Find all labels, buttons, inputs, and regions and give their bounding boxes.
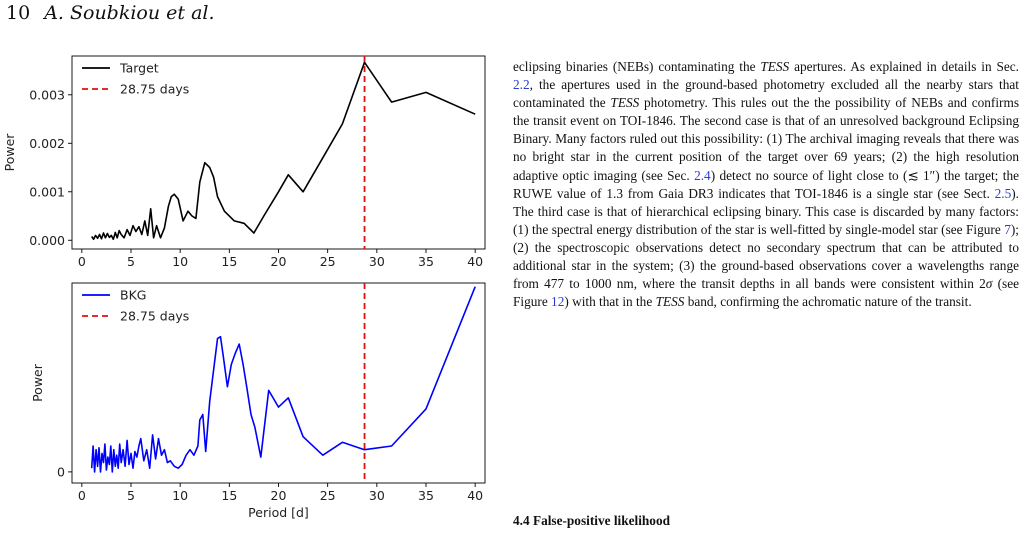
- y-axis-label: Power: [2, 133, 17, 172]
- y-axis-label: Power: [30, 364, 45, 402]
- text-run: ) with that in the: [564, 294, 656, 310]
- x-tick-label: 35: [418, 254, 434, 269]
- x-tick-label: 25: [319, 488, 336, 503]
- page-header: [6, 2, 215, 24]
- x-tick-label: 0: [77, 488, 86, 503]
- x-tick-label: 30: [368, 254, 385, 269]
- text-run: ). The third case is that of hierarchical eclipsing binary. This case is discarded by many factors: (1) the spectral energy distribution of the star is well-fitted by single-model star (see Figure: [513, 185, 1019, 237]
- italic-text: TESS: [760, 59, 790, 74]
- italic-text: σ: [985, 276, 993, 292]
- cross-reference-link[interactable]: 2.5: [994, 185, 1012, 201]
- x-tick-label: 15: [221, 488, 238, 503]
- x-tick-label: 30: [368, 488, 385, 503]
- y-tick-label: 0: [57, 464, 65, 480]
- text-run: ) detect no source of light close to (≲ 1″) the target; the RUWE value of 1.3 from Gaia DR3 indicates that TOI-1846 is a single star (see Sect.: [513, 167, 1019, 201]
- x-tick-label: 40: [467, 254, 484, 269]
- section-heading: 4.4 False-positive likelihood: [513, 513, 670, 528]
- periodogram-figure: [0, 48, 500, 524]
- legend-label: BKG: [120, 287, 147, 303]
- x-tick-label: 40: [467, 488, 484, 503]
- running-authors: A. Soubkiou et al.: [44, 2, 215, 24]
- x-tick-label: 15: [221, 254, 238, 269]
- x-tick-label: 5: [127, 254, 135, 269]
- legend-label: 28.75 days: [120, 308, 190, 324]
- text-run: photometry. This rules out the the possibility of NEBs and confirms the transit event on TOI-1846. The second case is that of an unresolved background Eclipsing Binary. Many factors ruled out this possibility: (1) The archival imaging reveals that there was no bright star in the current position of the target over 69 years; (2) the high resolution adaptive optic imaging (see Sec.: [513, 95, 1019, 183]
- cross-reference-link[interactable]: 2.2: [513, 77, 530, 93]
- cross-reference-link[interactable]: 12: [551, 294, 565, 310]
- x-tick-label: 10: [172, 488, 189, 503]
- text-run: eclipsing binaries (NEBs) contaminating the: [513, 59, 761, 74]
- text-run: ); (2) the spectroscopic observations detect no secondary spectrum that can be attributed to additional star in the system; (3) the ground-based observations cover a wavelengths range from 477 to 1000 nm, where the transit depths in all bands were consistent within 2: [513, 221, 1019, 292]
- x-tick-label: 35: [418, 488, 434, 503]
- legend-label: Target: [120, 60, 159, 76]
- y-tick-label: 0.001: [29, 184, 65, 200]
- y-tick-label: 0.003: [29, 87, 65, 103]
- cross-reference-link[interactable]: 2.4: [694, 167, 711, 183]
- text-run: apertures. As explained in details in Sec.: [789, 59, 1019, 74]
- legend-label: 28.75 days: [120, 81, 190, 97]
- x-axis-label: Period [d]: [248, 505, 309, 520]
- x-tick-label: 25: [319, 254, 336, 269]
- x-tick-label: 0: [77, 254, 86, 269]
- y-tick-label: 0.000: [29, 232, 65, 248]
- body-paragraph: [513, 58, 1019, 311]
- cross-reference-link[interactable]: 7: [1004, 221, 1011, 237]
- italic-text: TESS: [610, 95, 640, 111]
- text-run: , the apertures used in the ground-based photometry excluded all the nearby stars that contaminated the: [513, 77, 1019, 111]
- text-run: band, confirming the achromatic nature of the transit.: [684, 294, 972, 310]
- text-run: (see Figure: [513, 276, 1019, 310]
- x-tick-label: 5: [127, 488, 135, 503]
- y-tick-label: 0.002: [29, 135, 65, 151]
- x-tick-label: 10: [172, 254, 189, 269]
- page-number: 10: [6, 2, 31, 24]
- x-tick-label: 20: [270, 488, 287, 503]
- italic-text: TESS: [655, 294, 685, 310]
- x-tick-label: 20: [270, 254, 287, 269]
